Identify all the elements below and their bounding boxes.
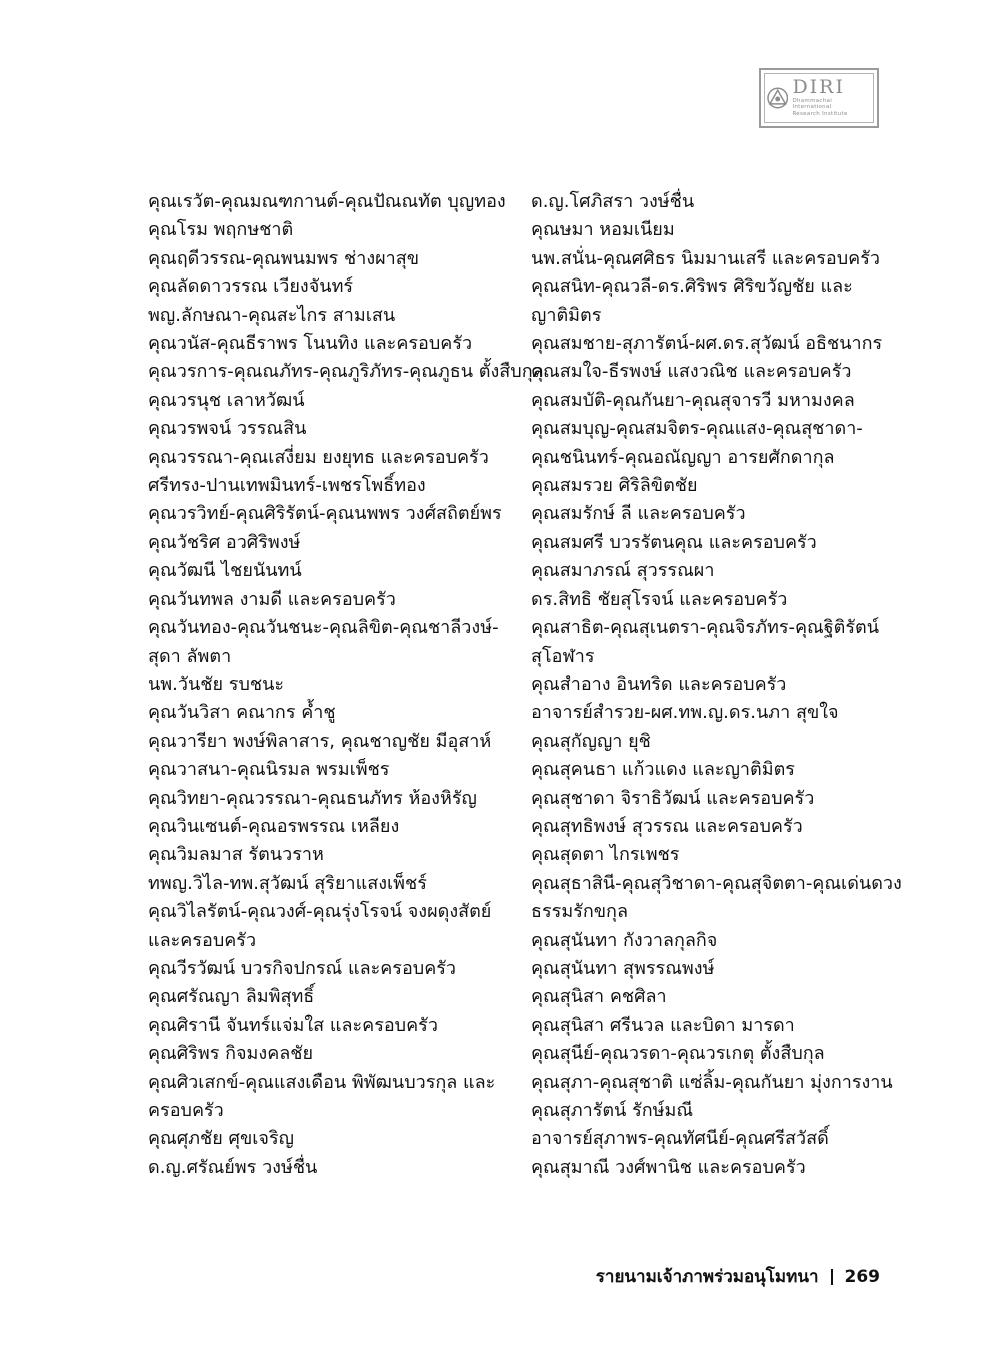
name-list-item: คุณวิมลมาส รัตนวราห — [148, 844, 324, 866]
name-list-item: ดร.สิทธิ ชัยสุโรจน์ และครอบครัว — [531, 588, 788, 610]
name-list-item: คุณสมรวย ศิริลิขิตชัย — [531, 475, 698, 497]
name-list-item: คุณวรรณา-คุณเสงี่ยม ยงยุทธ และครอบครัว — [148, 446, 489, 468]
footer-section-title: รายนามเจ้าภาพร่วมอนุโมทนา — [595, 1267, 819, 1287]
name-list-item: อาจารย์สุภาพร-คุณทัศนีย์-คุณศรีสวัสดิ์ — [531, 1128, 829, 1150]
name-list-item: คุณวินเซนต์-คุณอรพรรณ เหลียง — [148, 815, 400, 837]
name-list-item: คุณสุกัญญา ยุชิ — [531, 730, 651, 752]
name-list-item: คุณสมใจ-ธีรพงษ์ แสงวณิช และครอบครัว — [531, 361, 852, 383]
name-list-item: คุณสมบุญ-คุณสมจิตร-คุณแสง-คุณสุชาดา- — [531, 418, 863, 440]
name-list-item: ญาติมิตร — [531, 304, 602, 326]
name-list-item: คุณวารียา พงษ์พิลาสาร, คุณชาญชัย มีอุสาห์ — [148, 730, 492, 752]
name-list-item: คุณสมาภรณ์ สุวรรณผา — [531, 560, 715, 582]
name-list-item: นพ.วันชัย รบชนะ — [148, 673, 285, 695]
name-list-item: คุณเรวัต-คุณมณฑกานต์-คุณปัณณทัต บุญทอง — [148, 191, 506, 212]
diri-emblem-icon — [767, 87, 788, 109]
name-list-item: คุณสุดตา ไกรเพชร — [531, 844, 680, 866]
name-list-item: คุณสุมาณี วงศ์พานิช และครอบครัว — [531, 1156, 806, 1178]
name-list-item: และครอบครัว — [148, 929, 257, 951]
name-list-item: สุโอฬาร — [531, 645, 595, 667]
name-list-item: ด.ญ.โศภิสรา วงษ์ชื่น — [531, 191, 695, 212]
logo-subtitle-line2: Research Institute — [792, 111, 848, 118]
name-list-item: คุณวนัส-คุณธีราพร โนนทิง และครอบครัว — [148, 333, 473, 355]
name-list-item: คุณสุนันทา สุพรรณพงษ์ — [531, 957, 715, 979]
logo-subtitle-line1: Dhammachai International — [792, 98, 833, 110]
name-list-item: คุณวันทพล งามดี และครอบครัว — [148, 588, 396, 610]
name-list-item: คุณสุภารัตน์ รักษ์มณี — [531, 1100, 694, 1121]
name-list-item: ศรีทรง-ปานเทพมินทร์-เพชรโพธิ์ทอง — [148, 475, 426, 497]
right-name-column — [531, 188, 902, 1182]
name-list-item: คุณวรการ-คุณณภัทร-คุณภูริภัทร-คุณภูธน ตั้งสืบกุล — [148, 361, 544, 383]
name-list-item: คุณฤดีวรรณ-คุณพนมพร ช่างผาสุข — [148, 247, 420, 269]
name-list-item: คุณวิไลรัตน์-คุณวงศ์-คุณรุ่งโรจน์ จงผดุงสัตย์ — [148, 901, 492, 923]
name-list-item: คุณศิรานี จันทร์แจ่มใส และครอบครัว — [148, 1014, 438, 1036]
name-list-item: คุณสุชาดา จิราธิวัฒน์ และครอบครัว — [531, 787, 815, 809]
name-list-item: ทพญ.วิไล-ทพ.สุวัฒน์ สุริยาแสงเพ็ชร์ — [148, 872, 427, 894]
name-list-item: คุณวันทอง-คุณวันชนะ-คุณลิขิต-คุณชาลีวงษ์- — [148, 617, 499, 639]
name-list-item: คุณสุธาสินี-คุณสุวิชาดา-คุณสุจิตตา-คุณเด่นดวง — [531, 872, 902, 894]
page-number: 269 — [844, 1266, 880, 1287]
name-list-item: คุณวัฒนี ไชยนันทน์ — [148, 560, 302, 582]
name-list-item: คุณลัดดาวรรณ เวียงจันทร์ — [148, 276, 354, 298]
name-list-item: พญ.ลักษณา-คุณสะไกร สามเสน — [148, 304, 396, 326]
name-list-item: คุณสมรักษ์ ลี และครอบครัว — [531, 503, 746, 525]
name-list-item: สุดา ลัพตา — [148, 645, 232, 667]
page-footer — [596, 1263, 880, 1290]
name-list-item: คุณวรวิทย์-คุณศิริรัตน์-คุณนพพร วงศ์สถิตย์พร — [148, 503, 502, 525]
name-list-item: คุณสมศรี บวรรัตนคุณ และครอบครัว — [531, 531, 817, 553]
name-list-item: คุณโรม พฤกษชาติ — [148, 219, 294, 241]
name-list-item: คุณสุทธิพงษ์ สุวรรณ และครอบครัว — [531, 815, 803, 837]
name-list-item: คุณสนิท-คุณวลี-ดร.ศิริพร ศิริขวัญชัย และ — [531, 276, 853, 298]
name-list-item: คุณศิวเสกข์-คุณแสงเดือน พิพัฒนบวรกุล และ — [148, 1071, 496, 1093]
name-list-item: คุณสุภา-คุณสุชาติ แซ่ลิ้ม-คุณกันยา มุ่งการงาน — [531, 1071, 893, 1093]
name-list-item: คุณศิริพร กิจมงคลชัย — [148, 1043, 314, 1065]
name-list-item: คุณสาธิต-คุณสุเนตรา-คุณจิรภัทร-คุณฐิติรัตน์ — [531, 617, 880, 639]
logo-text — [792, 78, 871, 118]
diri-logo — [759, 68, 879, 128]
name-list-item: ครอบครัว — [148, 1100, 224, 1121]
name-list-item: คุณสุนิสา คชศิลา — [531, 986, 667, 1008]
name-list-item: ธรรมรักขกุล — [531, 901, 628, 923]
footer-divider — [831, 1269, 833, 1285]
name-list-item: คุณศุภชัย ศุขเจริญ — [148, 1128, 294, 1150]
name-list-item: คุณสุนีย์-คุณวรดา-คุณวรเกตุ ตั้งสืบกุล — [531, 1043, 825, 1065]
name-list-item: คุณชนินทร์-คุณอณัญญา อารยศักดากุล — [531, 446, 835, 468]
name-list-item: นพ.สนั่น-คุณศศิธร นิมมานเสรี และครอบครัว — [531, 247, 880, 269]
name-list-item: คุณวิทยา-คุณวรรณา-คุณธนภัทร ห้องหิรัญ — [148, 787, 477, 809]
name-list-item: คุณสมบัติ-คุณกันยา-คุณสุจารวี มหามงคล — [531, 389, 855, 411]
name-list-item: คุณวัชริศ อวศิริพงษ์ — [148, 531, 301, 553]
name-list-item: คุณสุนิสา ศรีนวล และบิดา มารดา — [531, 1014, 795, 1036]
name-list-item: คุณศรัณญา ลิมพิสุทธิ์ — [148, 986, 315, 1008]
name-list-item: คุณษมา หอมเนียม — [531, 219, 675, 241]
name-list-item: คุณสำอาง อินทริด และครอบครัว — [531, 673, 787, 695]
logo-title: DIRI — [792, 76, 845, 99]
name-list-item: คุณวาสนา-คุณนิรมล พรมเพ็ชร — [148, 759, 390, 781]
name-list-item: คุณวรพจน์ วรรณสิน — [148, 418, 307, 440]
left-name-column — [148, 188, 544, 1182]
name-list-item: ด.ญ.ศรัณย์พร วงษ์ชื่น — [148, 1156, 318, 1178]
name-list-item: คุณวีรวัฒน์ บวรกิจปกรณ์ และครอบครัว — [148, 957, 457, 979]
name-list-item: คุณสุคนธา แก้วแดง และญาติมิตร — [531, 759, 795, 781]
name-list-item: คุณวันวิสา คณากร ค้ำชู — [148, 702, 336, 724]
name-list-item: อาจารย์สำรวย-ผศ.ทพ.ญ.ดร.นภา สุขใจ — [531, 702, 839, 724]
name-list-item: คุณวรนุช เลาหวัฒน์ — [148, 389, 305, 411]
name-list-item: คุณสุนันทา กังวาลกุลกิจ — [531, 929, 718, 951]
name-list-item: คุณสมชาย-สุภารัตน์-ผศ.ดร.สุวัฒน์ อธิชนากร — [531, 333, 883, 355]
